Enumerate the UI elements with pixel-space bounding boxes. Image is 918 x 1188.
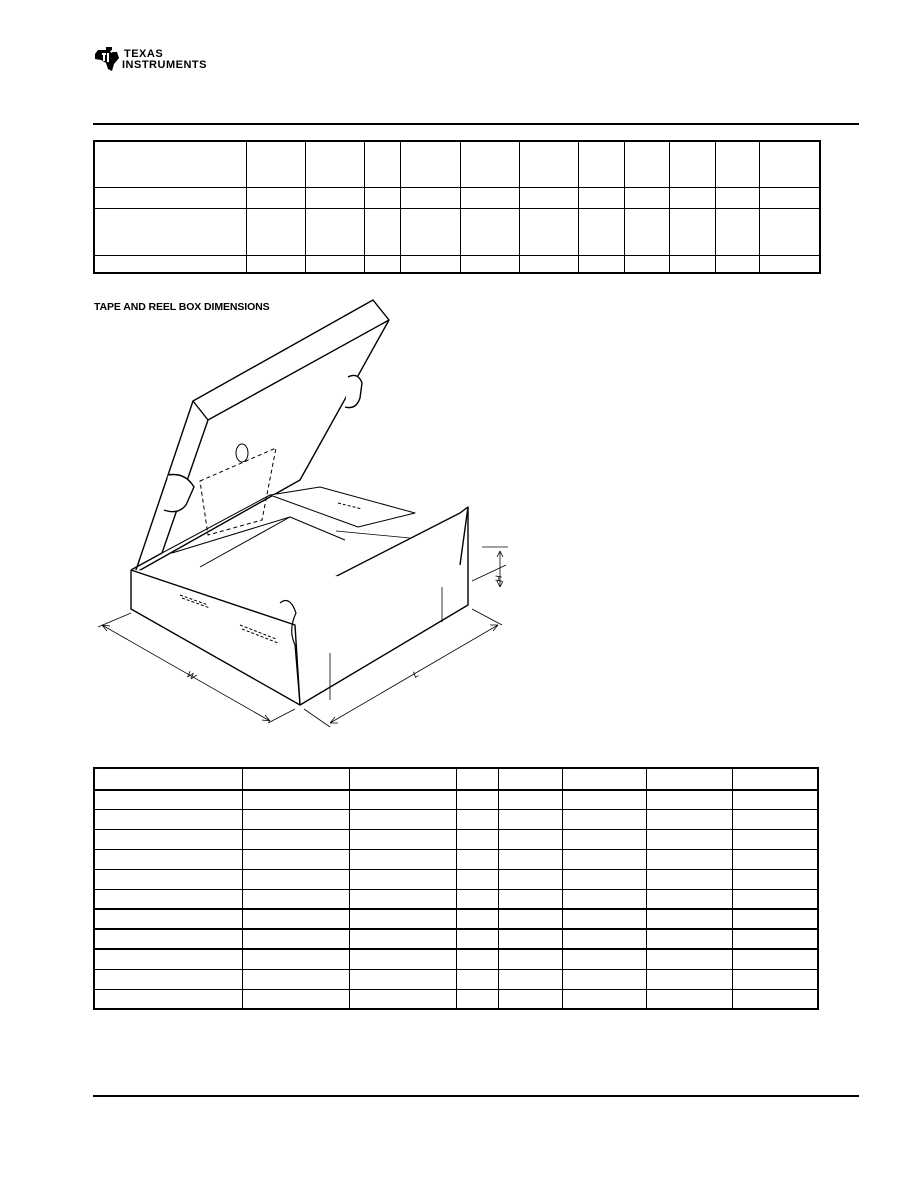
table-row bbox=[94, 929, 818, 949]
tape-reel-box-drawing bbox=[90, 295, 520, 740]
table-row bbox=[94, 809, 818, 829]
ti-logo bbox=[92, 44, 227, 78]
table-row bbox=[94, 889, 818, 909]
table-row bbox=[94, 768, 818, 790]
box-dimensions-table bbox=[93, 767, 819, 1010]
header-rule bbox=[93, 123, 859, 125]
table-row bbox=[94, 829, 818, 849]
table-row bbox=[94, 949, 818, 969]
logo-line-1: TEXAS bbox=[124, 48, 164, 60]
table-row bbox=[94, 849, 818, 869]
logo-line-2: INSTRUMENTS bbox=[122, 59, 207, 71]
height-label: H bbox=[494, 575, 504, 582]
footer-rule bbox=[93, 1095, 859, 1097]
table-row bbox=[94, 909, 818, 929]
length-label: L bbox=[411, 668, 421, 680]
table-row bbox=[94, 790, 818, 809]
table-row bbox=[94, 989, 818, 1009]
section-title: TAPE AND REEL BOX DIMENSIONS bbox=[94, 301, 270, 313]
table-row bbox=[94, 969, 818, 989]
width-label: W bbox=[185, 669, 198, 682]
table-row bbox=[94, 187, 820, 208]
table-row bbox=[94, 141, 820, 187]
table-row bbox=[94, 208, 820, 255]
table-row bbox=[94, 255, 820, 273]
table-row bbox=[94, 869, 818, 889]
ti-logo-icon bbox=[92, 44, 122, 74]
tape-reel-info-table bbox=[93, 140, 821, 274]
ti-logo-wordmark bbox=[122, 49, 207, 71]
